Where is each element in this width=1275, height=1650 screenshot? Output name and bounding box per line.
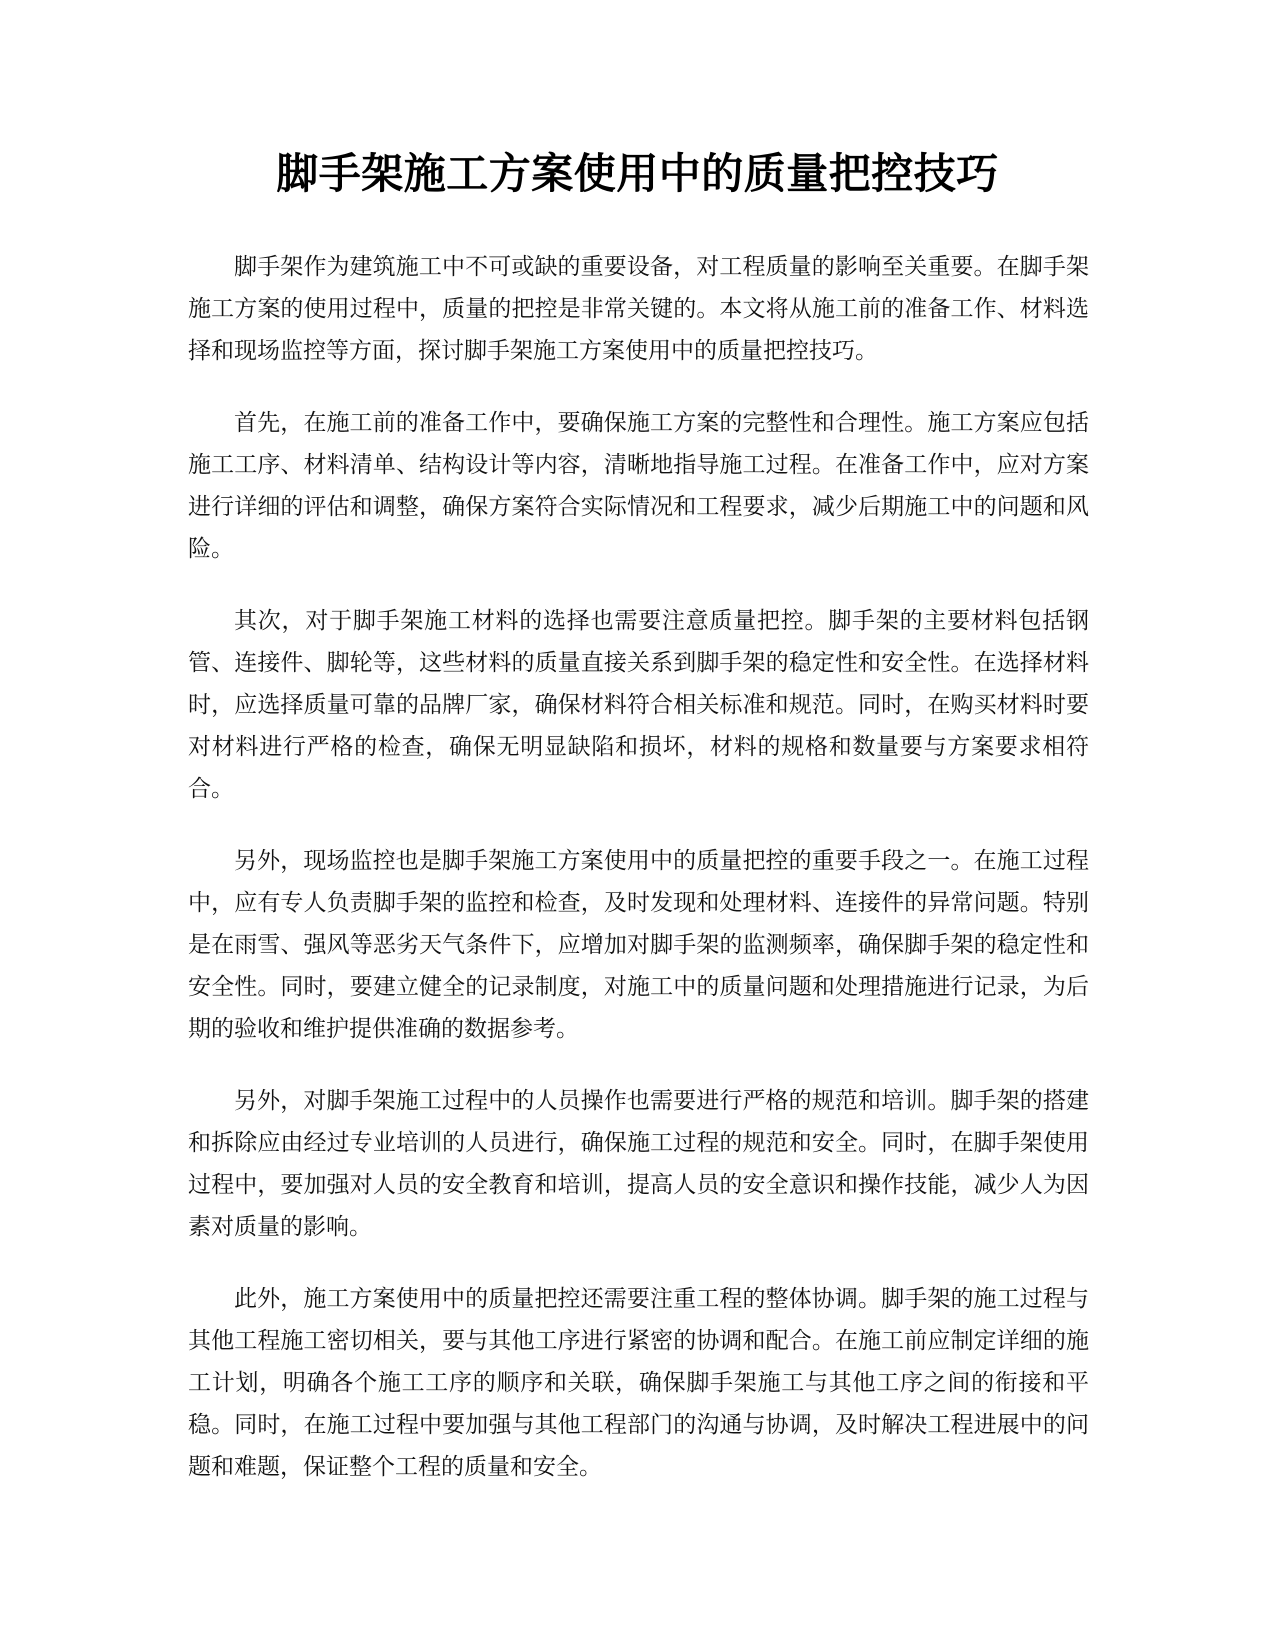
paragraph-preparation: 首先，在施工前的准备工作中，要确保施工方案的完整性和合理性。施工方案应包括施工工序、材料清单、结构设计等内容，清晰地指导施工过程。在准备工作中，应对方案进行详细的评估和调整，确保方案符合实际情况和工程要求，减少后期施工中的问题和风险。 [188, 410, 1089, 562]
paragraph-coordination: 此外，施工方案使用中的质量把控还需要注重工程的整体协调。脚手架的施工过程与其他工程施工密切相关，要与其他工序进行紧密的协调和配合。在施工前应制定详细的施工计划，明确各个施工工序的顺序和关联，确保脚手架施工与其他工序之间的衔接和平稳。同时，在施工过程中要加强与其他工程部门的沟通与协调，及时解决工程进展中的问题和难题，保证整个工程的质量和安全。 [188, 1286, 1089, 1480]
paragraph-intro: 脚手架作为建筑施工中不可或缺的重要设备，对工程质量的影响至关重要。在脚手架施工方案的使用过程中，质量的把控是非常关键的。本文将从施工前的准备工作、材料选择和现场监控等方面，探讨脚手架施工方案使用中的质量把控技巧。 [188, 254, 1089, 364]
paragraph-site-monitoring: 另外，现场监控也是脚手架施工方案使用中的质量把控的重要手段之一。在施工过程中，应有专人负责脚手架的监控和检查，及时发现和处理材料、连接件的异常问题。特别是在雨雪、强风等恶劣天气条件下，应增加对脚手架的监测频率，确保脚手架的稳定性和安全性。同时，要建立健全的记录制度，对施工中的质量问题和处理措施进行记录，为后期的验收和维护提供准确的数据参考。 [188, 848, 1089, 1042]
document-title: 脚手架施工方案使用中的质量把控技巧 [276, 149, 999, 198]
document-body [188, 246, 1089, 1518]
paragraph-materials: 其次，对于脚手架施工材料的选择也需要注意质量把控。脚手架的主要材料包括钢管、连接件、脚轮等，这些材料的质量直接关系到脚手架的稳定性和安全性。在选择材料时，应选择质量可靠的品牌厂家，确保材料符合相关标准和规范。同时，在购买材料时要对材料进行严格的检查，确保无明显缺陷和损坏，材料的规格和数量要与方案要求相符合。 [188, 608, 1089, 802]
paragraph-personnel: 另外，对脚手架施工过程中的人员操作也需要进行严格的规范和培训。脚手架的搭建和拆除应由经过专业培训的人员进行，确保施工过程的规范和安全。同时，在脚手架使用过程中，要加强对人员的安全教育和培训，提高人员的安全意识和操作技能，减少人为因素对质量的影响。 [188, 1088, 1089, 1240]
